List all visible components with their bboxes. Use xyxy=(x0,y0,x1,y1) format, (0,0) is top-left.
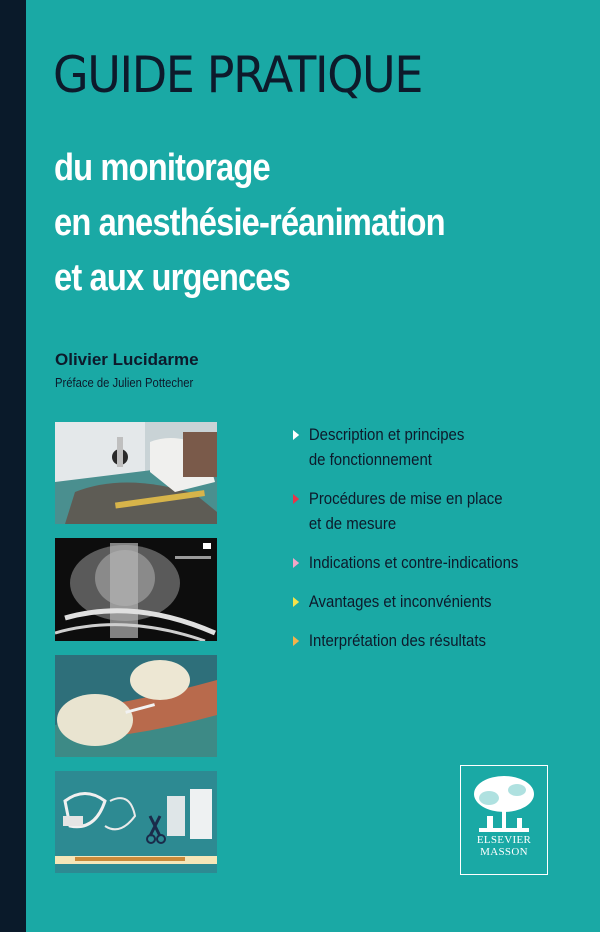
feature-text: Description et principes xyxy=(308,425,465,444)
feature-list xyxy=(293,422,593,667)
triangle-bullet-icon xyxy=(293,636,299,646)
publisher-name-line: ELSEVIER xyxy=(476,834,532,846)
ultrasound-guided-puncture-photo xyxy=(55,422,217,524)
feature-text: Indications et contre-indications xyxy=(308,553,519,572)
cover-spine xyxy=(0,0,26,932)
preface-credit: Préface de Julien Pottecher xyxy=(55,376,194,390)
triangle-bullet-icon xyxy=(293,558,299,568)
feature-item xyxy=(293,486,600,536)
book-title: GUIDE PRATIQUE xyxy=(53,46,423,104)
feature-text: de fonctionnement xyxy=(308,450,432,469)
arterial-catheter-insertion-photo xyxy=(55,655,217,757)
feature-text: Procédures de mise en place xyxy=(308,489,503,508)
subtitle-line: en anesthésie-réanimation xyxy=(54,202,445,244)
subtitle-line: et aux urgences xyxy=(54,257,290,299)
feature-item xyxy=(293,422,600,472)
publisher-logo xyxy=(460,765,548,875)
elsevier-tree-icon xyxy=(469,772,539,834)
feature-text: et de mesure xyxy=(308,514,397,533)
monitoring-kit-photo xyxy=(55,771,217,873)
triangle-bullet-icon xyxy=(293,494,299,504)
triangle-bullet-icon xyxy=(293,597,299,607)
feature-item xyxy=(293,589,600,614)
feature-item xyxy=(293,550,600,575)
feature-text: Avantages et inconvénients xyxy=(308,592,492,611)
publisher-name-line: MASSON xyxy=(480,846,528,858)
author-name: Olivier Lucidarme xyxy=(55,350,199,369)
neck-x-ray-photo xyxy=(55,538,217,641)
feature-item xyxy=(293,628,600,653)
book-subtitle xyxy=(54,141,518,306)
feature-text: Interprétation des résultats xyxy=(308,631,486,650)
triangle-bullet-icon xyxy=(293,430,299,440)
subtitle-line: du monitorage xyxy=(54,147,270,189)
